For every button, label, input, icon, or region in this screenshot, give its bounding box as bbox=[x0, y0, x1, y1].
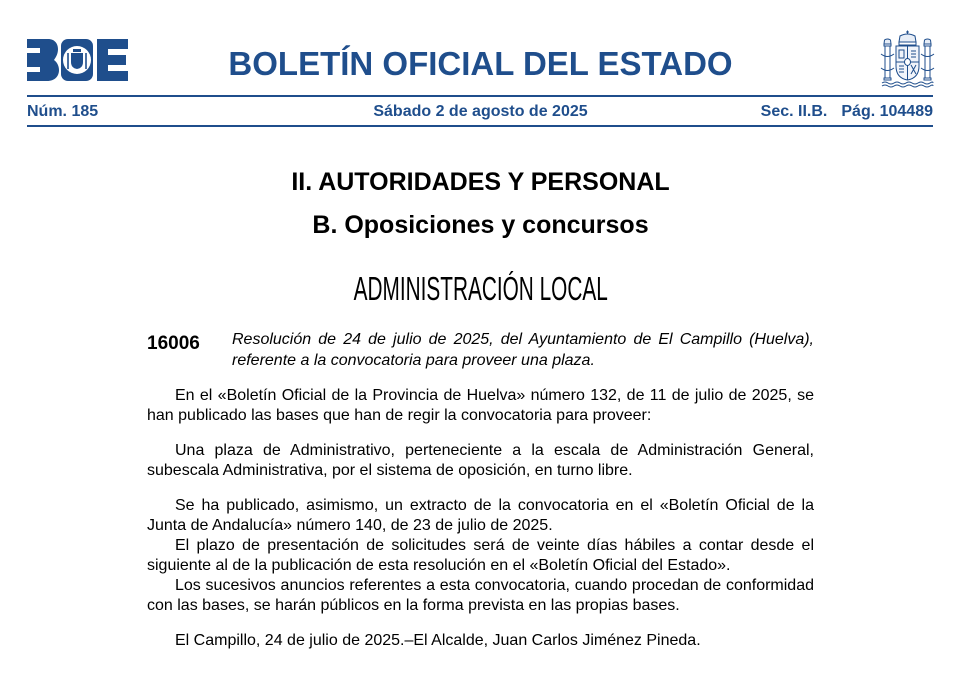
page-number: Pág. 104489 bbox=[841, 103, 933, 120]
issue-bar-rule bbox=[27, 125, 933, 127]
body-paragraph: Se ha publicado, asimismo, un extracto de la convocatoria en el «Boletín Oficial de la Junta de Andalucía» número 140, de 23 de julio de 2025. bbox=[147, 497, 814, 534]
administration-heading: ADMINISTRACIÓN LOCAL bbox=[353, 270, 608, 307]
section-heading: II. AUTORIDADES Y PERSONAL bbox=[291, 168, 670, 196]
section-label: Sec. II.B. bbox=[760, 103, 828, 120]
entry-number: 16006 bbox=[147, 333, 200, 354]
header-rule bbox=[27, 95, 933, 97]
body-paragraph: En el «Boletín Oficial de la Provincia de Huelva» número 132, de 11 de julio de 2025, se han publicado las bases que han de regir la convocatoria para proveer: bbox=[147, 387, 814, 424]
signature-line: El Campillo, 24 de julio de 2025.–El Alcalde, Juan Carlos Jiménez Pineda. bbox=[175, 632, 701, 649]
administration-heading-wrap bbox=[0, 272, 961, 305]
shield-shape bbox=[896, 46, 919, 80]
entry-summary: Resolución de 24 de julio de 2025, del Ayuntamiento de El Campillo (Huelva), referente a la convocatoria para proveer una plaza. bbox=[232, 331, 814, 369]
sea-waves-shape bbox=[882, 82, 933, 87]
pillar-left-shape bbox=[881, 39, 894, 80]
royal-crown-shape bbox=[899, 31, 916, 46]
publication-title: BOLETÍN OFICIAL DEL ESTADO bbox=[228, 45, 733, 82]
pillar-right-shape bbox=[921, 39, 934, 80]
body-paragraph: Los sucesivos anuncios referentes a esta convocatoria, cuando procedan de conformidad con las bases, se harán públicos en la forma prevista en las propias bases. bbox=[147, 577, 814, 614]
section-page-group bbox=[761, 104, 933, 120]
body-paragraph: El plazo de presentación de solicitudes será de veinte días hábiles a contar desde el siguiente al de la publicación de esta resolución en el «Boletín Oficial del Estado». bbox=[147, 537, 814, 574]
issue-number: Núm. 185 bbox=[27, 103, 99, 120]
spain-coat-of-arms-icon bbox=[880, 30, 935, 88]
subsection-heading: B. Oposiciones y concursos bbox=[312, 211, 649, 239]
body-paragraph: Una plaza de Administrativo, perteneciente a la escala de Administración General, subescala Administrativa, por el sistema de oposición, en turno libre. bbox=[147, 442, 814, 479]
issue-date: Sábado 2 de agosto de 2025 bbox=[373, 103, 588, 120]
document-body bbox=[147, 386, 814, 651]
